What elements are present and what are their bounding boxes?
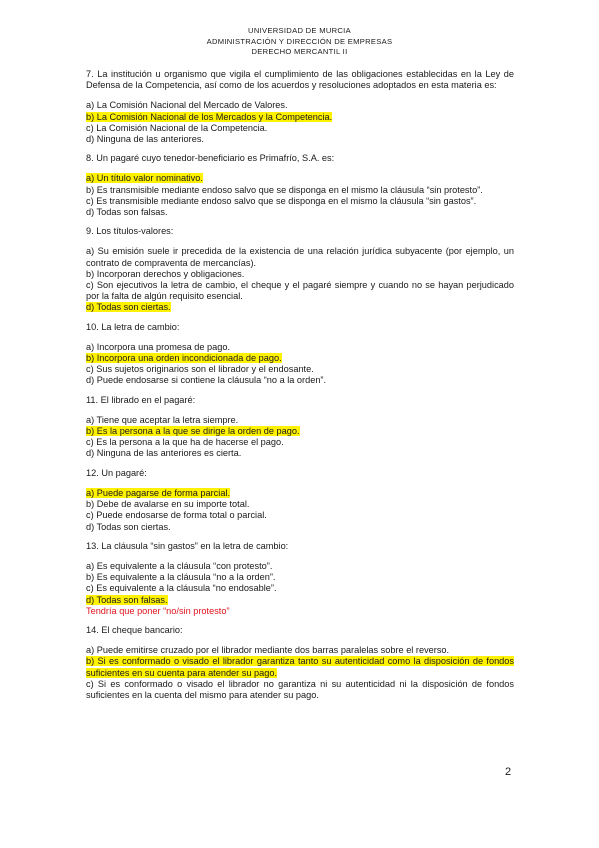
- question-9: [86, 226, 514, 313]
- option-c: c) La Comisión Nacional de la Competencia.: [86, 122, 268, 133]
- option-c: c) Si es conformado o visado el librador no garantiza ni su autenticidad ni la disposición de fondos suficientes en la cuenta del mismo para atender su pago.: [86, 678, 514, 700]
- option-b-correct: [86, 112, 514, 123]
- option-a-correct: [86, 173, 514, 184]
- option-d-correct: [86, 302, 514, 313]
- option-d: d) Ninguna de las anteriores es cierta.: [86, 448, 242, 459]
- answer-highlight: a) Puede pagarse de forma parcial.: [86, 487, 231, 498]
- option-c: c) Es equivalente a la cláusula “no endosable”.: [86, 583, 277, 594]
- option-a: a) Su emisión suele ir precedida de la existencia de una relación jurídica subyacente (por ejemplo, un contrato de compraventa de mercancías).: [86, 246, 514, 268]
- option-b: b) Incorporan derechos y obligaciones.: [86, 268, 245, 279]
- option-a-correct: [86, 488, 514, 499]
- option-c: c) Sus sujetos originarios son el librador y el endosante.: [86, 364, 314, 375]
- correction-note: Tendría que poner “no/sin protesto”: [86, 605, 230, 616]
- course-name: DERECHO MERCANTIL II: [251, 47, 348, 57]
- option-b: b) Es equivalente a la cláusula “no a la orden”.: [86, 572, 276, 583]
- question-12: [86, 468, 514, 533]
- option-c: c) Es la persona a la que ha de hacerse el pago.: [86, 437, 284, 448]
- answer-highlight: d) Todas son ciertas.: [86, 302, 171, 313]
- question-text: 14. El cheque bancario:: [86, 624, 183, 635]
- question-text: 12. Un pagaré:: [86, 467, 147, 478]
- option-a: a) Tiene que aceptar la letra siempre.: [86, 414, 239, 425]
- answer-highlight: b) Si es conformado o visado el librador garantiza tanto su autenticidad como la disposición de fondos suficientes en su cuenta para atender su pago.: [86, 656, 514, 678]
- answer-highlight: b) La Comisión Nacional de los Mercados y la Competencia.: [86, 111, 333, 122]
- page-number: 2: [505, 766, 512, 778]
- answer-highlight: d) Todas son falsas.: [86, 594, 168, 605]
- option-d-correct: [86, 595, 514, 606]
- question-11: [86, 395, 514, 460]
- option-b-correct: [86, 656, 514, 678]
- questions-list: [86, 69, 514, 709]
- question-10: [86, 322, 514, 387]
- option-c: c) Es transmisible mediante endoso salvo que se disponga en el mismo la cláusula “sin gastos”.: [86, 195, 477, 206]
- document-header: [0, 26, 599, 58]
- option-a: a) Es equivalente a la cláusula “con protesto”.: [86, 560, 273, 571]
- question-text: 11. El librado en el pagaré:: [86, 394, 196, 405]
- question-8: [86, 153, 514, 218]
- question-text: 9. Los títulos-valores:: [86, 226, 174, 237]
- option-d: d) Puede endosarse si contiene la cláusula “no a la orden”.: [86, 375, 327, 386]
- option-a: a) Incorpora una promesa de pago.: [86, 341, 231, 352]
- option-a: a) La Comisión Nacional del Mercado de Valores.: [86, 100, 288, 111]
- answer-highlight: b) Incorpora una orden incondicionada de pago.: [86, 353, 282, 364]
- question-14: [86, 625, 514, 701]
- question-text: 7. La institución u organismo que vigila el cumplimiento de las obligaciones establecidas en la Ley de Defensa de la Competencia, así como de los acuerdos y resoluciones adoptados en esta materia es:: [86, 69, 514, 91]
- option-b: b) Debe de avalarse en su importe total.: [86, 499, 250, 510]
- option-d: d) Ninguna de las anteriores.: [86, 134, 204, 145]
- option-b-correct: [86, 426, 514, 437]
- question-7: [86, 69, 514, 145]
- question-text: 13. La cláusula “sin gastos” en la letra de cambio:: [86, 540, 289, 551]
- option-c: c) Son ejecutivos la letra de cambio, el cheque y el pagaré siempre y cuando no se hayan perjudicado por la falta de algún requisito esencial.: [86, 280, 514, 302]
- option-b: b) Es transmisible mediante endoso salvo que se disponga en el mismo la cláusula “sin protesto”.: [86, 184, 483, 195]
- option-d: d) Todas son ciertas.: [86, 521, 171, 532]
- question-text: 10. La letra de cambio:: [86, 321, 180, 332]
- option-a: a) Puede emitirse cruzado por el librador mediante dos barras paralelas sobre el reverso.: [86, 645, 450, 656]
- answer-highlight: a) Un título valor nominativo.: [86, 173, 203, 184]
- degree-name: ADMINISTRACIÓN Y DIRECCIÓN DE EMPRESAS: [206, 36, 393, 46]
- option-c: c) Puede endosarse de forma total o parcial.: [86, 510, 267, 521]
- question-text: 8. Un pagaré cuyo tenedor-beneficiario es Primafrío, S.A. es:: [86, 153, 335, 164]
- university-name: UNIVERSIDAD DE MURCIA: [248, 26, 351, 35]
- option-b-correct: [86, 353, 514, 364]
- option-d: d) Todas son falsas.: [86, 207, 168, 218]
- answer-highlight: b) Es la persona a la que se dirige la orden de pago.: [86, 426, 300, 437]
- question-13: [86, 541, 514, 617]
